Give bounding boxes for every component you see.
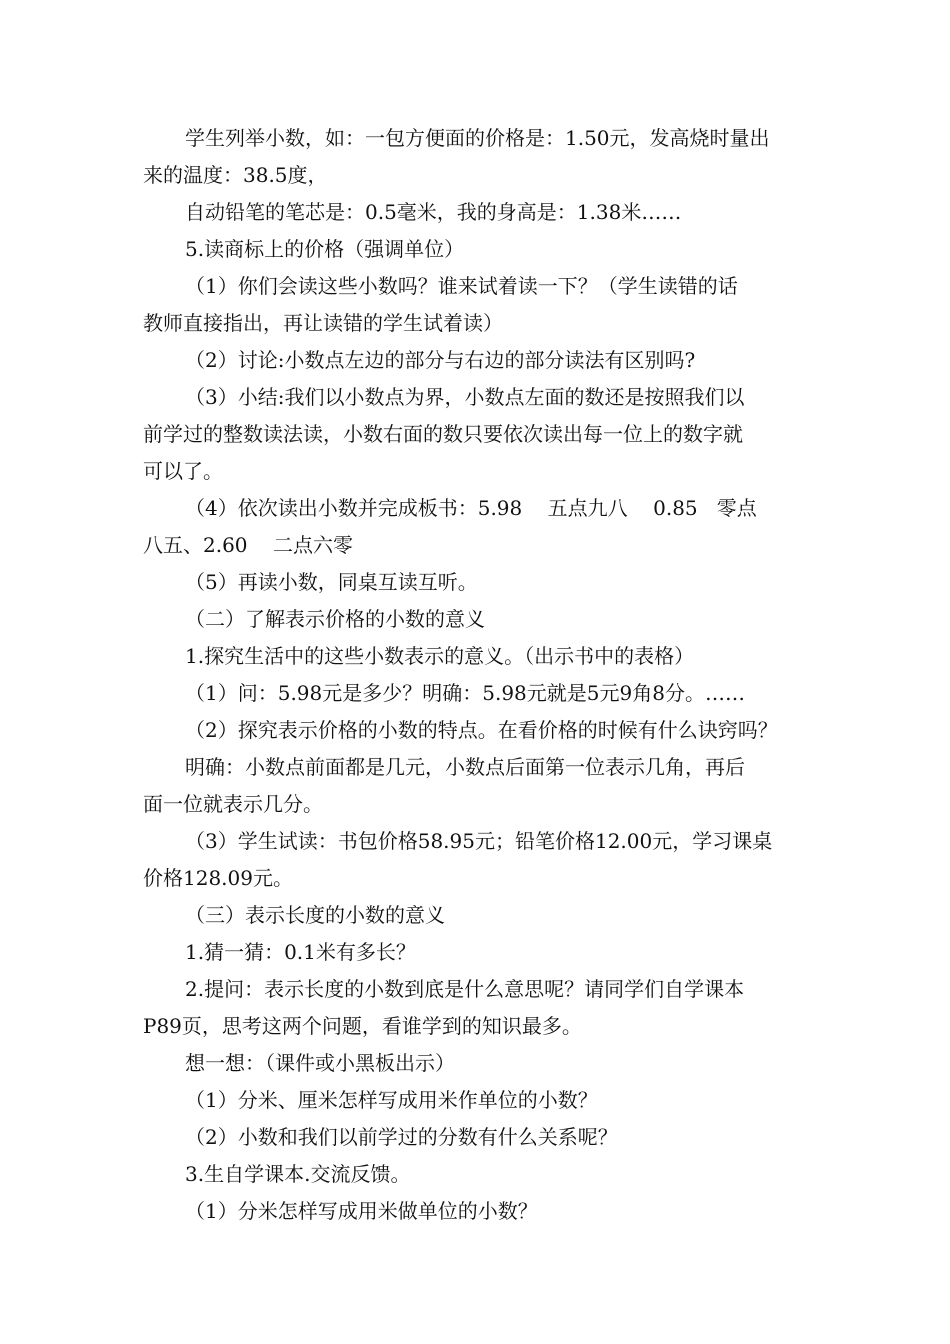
paragraph-line: 八五、2.60 二点六零 (143, 533, 353, 557)
paragraph-line: 前学过的整数读法读，小数右面的数只要依次读出每一位上的数字就 (143, 422, 743, 446)
paragraph-line: 3.生自学课本.交流反馈。 (185, 1162, 411, 1186)
paragraph-line: （1）分米、厘米怎样写成用米作单位的小数？ (185, 1088, 598, 1112)
paragraph-line: 可以了。 (143, 459, 223, 483)
paragraph-line: （3）小结:我们以小数点为界，小数点左面的数还是按照我们以 (185, 385, 745, 409)
section-heading: （二）了解表示价格的小数的意义 (185, 607, 485, 631)
paragraph-line: 学生列举小数，如：一包方便面的价格是：1.50元，发高烧时量出 (185, 126, 770, 150)
paragraph-line: （1）分米怎样写成用米做单位的小数？ (185, 1199, 538, 1223)
paragraph-line: （5）再读小数，同桌互读互听。 (185, 570, 478, 594)
paragraph-line: 明确：小数点前面都是几元，小数点后面第一位表示几角，再后 (185, 755, 745, 779)
section-heading: （三）表示长度的小数的意义 (185, 903, 445, 927)
paragraph-line: 面一位就表示几分。 (143, 792, 323, 816)
paragraph-line: （1）你们会读这些小数吗？谁来试着读一下？（学生读错的话 (185, 274, 738, 298)
paragraph-line: （3）学生试读：书包价格58.95元；铅笔价格12.00元，学习课桌 (185, 829, 773, 853)
paragraph-line: 想一想：（课件或小黑板出示） (185, 1051, 455, 1075)
paragraph-line: （4）依次读出小数并完成板书：5.98 五点九八 0.85 零点 (185, 496, 757, 520)
document-body (143, 120, 823, 1230)
paragraph-line: （1）问：5.98元是多少？明确：5.98元就是5元9角8分。…… (185, 681, 745, 705)
paragraph-line: 1.探究生活中的这些小数表示的意义。（出示书中的表格） (185, 644, 695, 668)
paragraph-line: 5.读商标上的价格（强调单位） (185, 237, 465, 261)
paragraph-line: 教师直接指出，再让读错的学生试着读） (143, 311, 503, 335)
paragraph-line: 2.提问：表示长度的小数到底是什么意思呢？请同学们自学课本 (185, 977, 745, 1001)
paragraph-line: （2）讨论:小数点左边的部分与右边的部分读法有区别吗? (185, 348, 696, 372)
paragraph-line: 1.猜一猜：0.1米有多长？ (185, 940, 416, 964)
paragraph-line: P89页，思考这两个问题，看谁学到的知识最多。 (143, 1014, 582, 1038)
paragraph-line: （2）探究表示价格的小数的特点。在看价格的时候有什么诀窍吗？ (185, 718, 778, 742)
paragraph-line: 来的温度：38.5度， (143, 163, 328, 187)
paragraph-line: （2）小数和我们以前学过的分数有什么关系呢？ (185, 1125, 618, 1149)
paragraph-line: 价格128.09元。 (143, 866, 293, 890)
paragraph-line: 自动铅笔的笔芯是：0.5毫米，我的身高是：1.38米…… (185, 200, 682, 224)
